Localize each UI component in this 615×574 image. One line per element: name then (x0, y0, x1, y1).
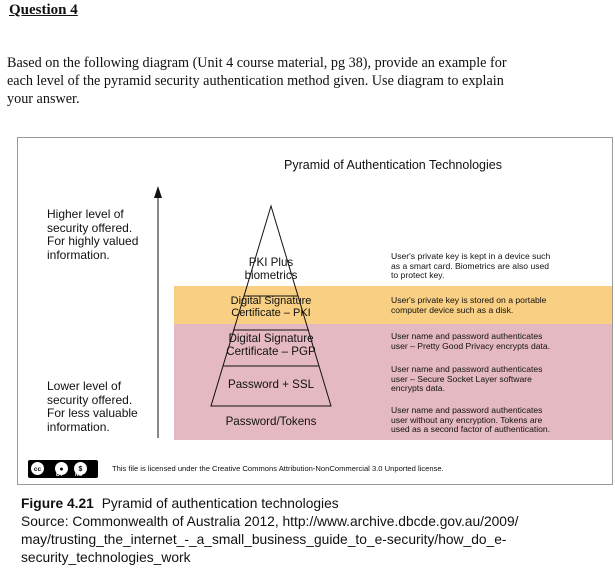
pyramid-level-pki-plus: PKI Plus biometrics (244, 256, 298, 282)
desc-pki: User's private key is stored on a portable computer device such as a disk. (391, 295, 547, 315)
question-line-3: your answer. (7, 91, 80, 107)
desc-pki-plus: User's private key is kept in a device such as a smart card. Biometrics are also used to protect key. (391, 251, 551, 281)
pyramid-level-ssl: Password + SSL (227, 378, 315, 391)
question-line-2: each level of the pyramid security authentication method given. Use diagram to explain (7, 73, 504, 89)
cc-license-badge (28, 460, 98, 478)
by-label: BY (56, 472, 63, 478)
pyramid-level-pgp: Digital Signature Certificate – PGP (226, 332, 316, 358)
pyramid-level-pki: Digital Signature Certificate – PKI (230, 295, 312, 319)
by-person-icon: ● (55, 462, 68, 475)
desc-pgp: User name and password authenticates user – Pretty Good Privacy encrypts data. (391, 331, 551, 351)
license-text: This file is licensed under the Creative Commons Attribution-NonCommercial 3.0 Unported license. (112, 464, 444, 473)
caption-source-line-2: may/trusting_the_internet_-_a_small_business_guide_to_e-security/how_do_e- (21, 532, 507, 547)
security-arrow-head (154, 186, 162, 198)
pyramid-figure (17, 137, 613, 485)
higher-security-label: Higher level of security offered. For highly valued information. (47, 207, 139, 262)
lower-security-label: Lower level of security offered. For less valuable information. (47, 379, 138, 434)
question-line-1: Based on the following diagram (Unit 4 course material, pg 38), provide an example for (7, 55, 507, 71)
desc-ssl: User name and password authenticates user – Secure Socket Layer software encrypts data. (391, 364, 543, 394)
question-body (7, 54, 587, 108)
figure-caption (21, 495, 611, 567)
caption-source-line-1: Source: Commonwealth of Australia 2012, http://www.archive.dbcde.gov.au/2009/ (21, 514, 519, 529)
figure-number: Figure 4.21 (21, 496, 94, 511)
nc-dollar-icon: $ (74, 462, 87, 475)
caption-source-line-3: security_technologies_work (21, 550, 191, 565)
caption-line-1 (21, 495, 611, 513)
figure-title: Pyramid of Authentication Technologies (284, 158, 502, 172)
cc-icon: cc (31, 462, 44, 475)
pyramid-level-tokens: Password/Tokens (225, 415, 317, 428)
nc-label: NC (75, 472, 83, 478)
question-title: Question 4 (9, 2, 78, 18)
figure-caption-title: Pyramid of authentication technologies (101, 496, 339, 511)
desc-tokens: User name and password authenticates user without any encryption. Tokens are used as a second factor of authentication. (391, 405, 551, 435)
